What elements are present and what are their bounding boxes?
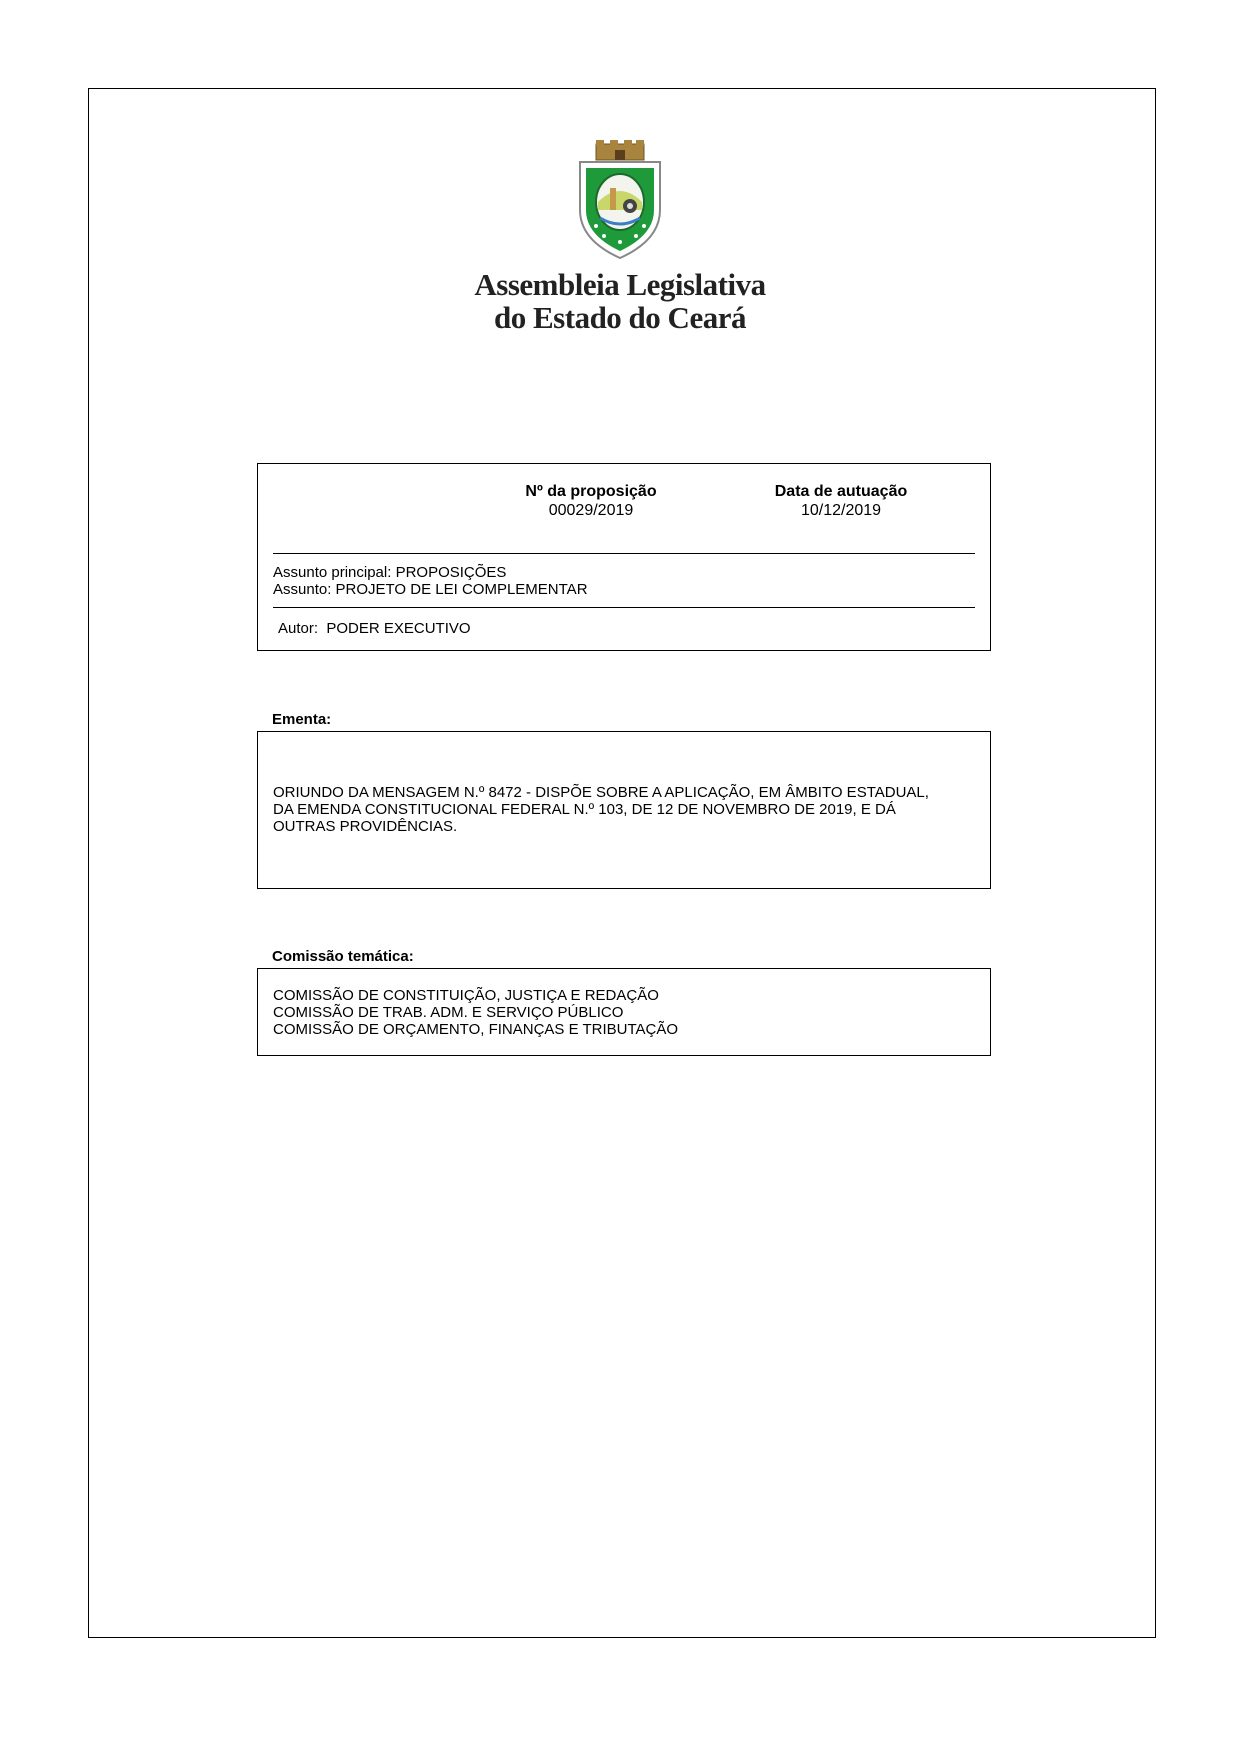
ementa-line: ORIUNDO DA MENSAGEM N.º 8472 - DISPÕE SOBRE A APLICAÇÃO, EM ÂMBITO ESTADUAL, [273, 784, 929, 801]
data-autuacao-column [766, 482, 916, 520]
proposicao-value: 00029/2019 [548, 502, 634, 519]
ementa-label: Ementa: [272, 711, 332, 728]
ementa-box [257, 731, 991, 889]
proposicao-column [516, 482, 666, 520]
comissao-list [273, 987, 678, 1038]
divider [273, 607, 975, 608]
assunto-principal: Assunto principal: PROPOSIÇÕES [273, 564, 507, 581]
data-autuacao-value: 10/12/2019 [800, 502, 882, 519]
ementa-text [273, 784, 973, 835]
comissao-label: Comissão temática: [272, 948, 414, 965]
logo [0, 140, 1240, 262]
proposition-header-box [257, 463, 991, 651]
ementa-line: DA EMENDA CONSTITUCIONAL FEDERAL N.º 103, DE 12 DE NOVEMBRO DE 2019, E DÁ [273, 801, 896, 818]
proposicao-label: Nº da proposição [525, 483, 657, 500]
list-item: COMISSÃO DE CONSTITUIÇÃO, JUSTIÇA E REDAÇÃO [273, 987, 659, 1004]
institution-name-line2: do Estado do Ceará [494, 300, 746, 335]
comissao-box [257, 968, 991, 1056]
divider [273, 553, 975, 554]
ementa-line: OUTRAS PROVIDÊNCIAS. [273, 818, 458, 835]
list-item: COMISSÃO DE TRAB. ADM. E SERVIÇO PÚBLICO [273, 1004, 624, 1021]
autor: Autor: PODER EXECUTIVO [278, 620, 471, 637]
institution-name-line1: Assembleia Legislativa [474, 267, 766, 302]
ceara-state-coat-of-arms-icon [570, 140, 670, 262]
assunto-block [273, 564, 588, 598]
institution-name [0, 268, 1240, 334]
data-autuacao-label: Data de autuação [774, 483, 908, 500]
assunto: Assunto: PROJETO DE LEI COMPLEMENTAR [273, 581, 588, 598]
list-item: COMISSÃO DE ORÇAMENTO, FINANÇAS E TRIBUTAÇÃO [273, 1021, 679, 1038]
